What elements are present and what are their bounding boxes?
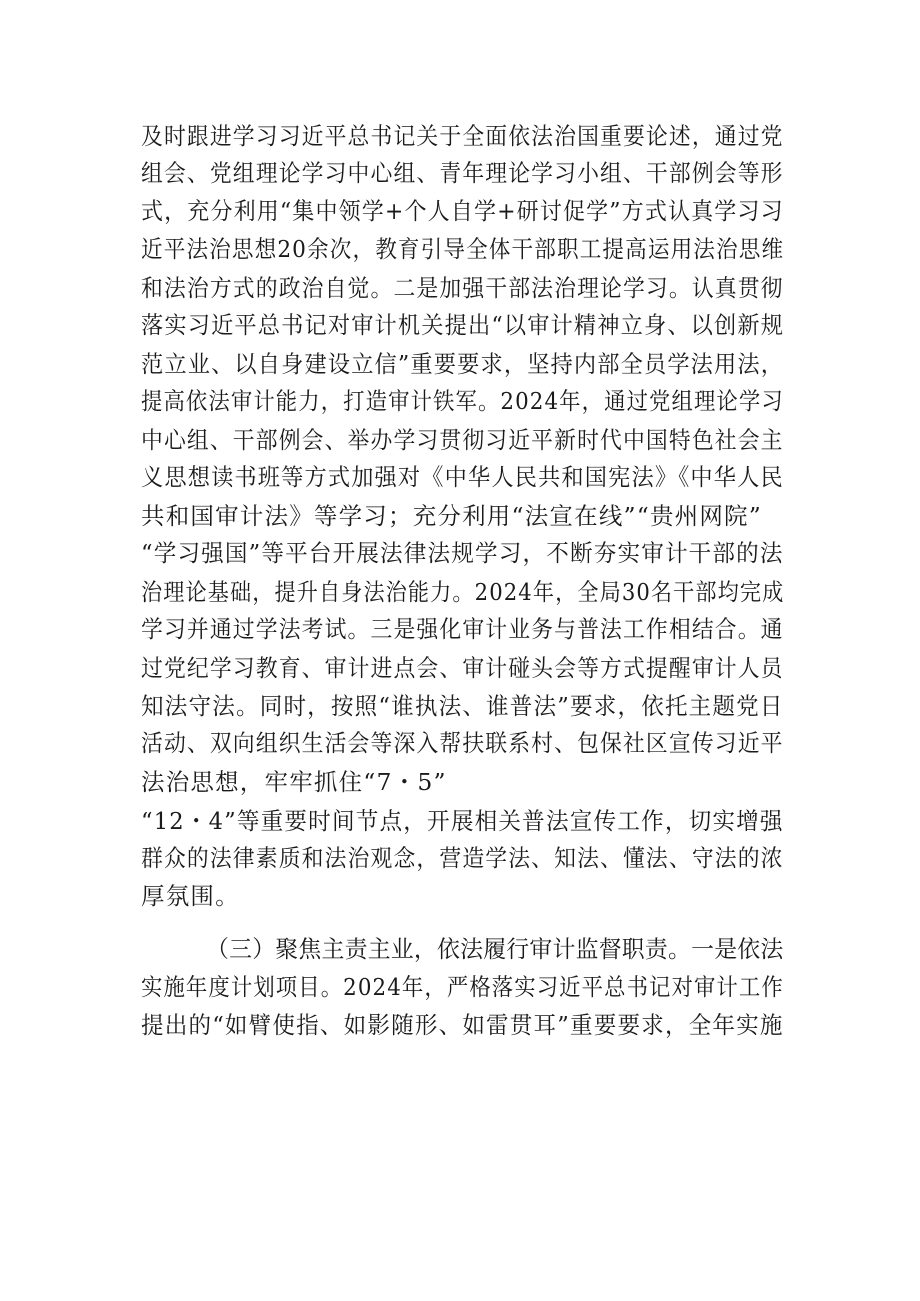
text-line: 义思想读书班等方式加强对《中华人民共和国宪法》《中华人民 [141,463,784,491]
text-line: 知法守法。同时，按照“谁执法、谁普法”要求，依托主题党日 [141,692,784,720]
text-line: 及时跟进学习习近平总书记关于全面依法治国重要论述，通过党 [141,122,784,150]
text-line: 治理论基础，提升自身法治能力。2024年，全局30名干部均完成 [141,578,785,606]
text-line: “12・4”等重要时间节点，开展相关普法宣传工作，切实增强 [141,807,784,835]
text-line: 和法治方式的政治自觉。二是加强干部法治理论学习。认真贯彻 [141,274,784,302]
text-line: 活动、双向组织生活会等深入帮扶联系村、包保社区宣传习近平 [141,729,784,757]
text-line: “学习强国”等平台开展法律法规学习，不断夯实审计干部的法 [141,539,784,567]
text-line: 共和国审计法》等学习；充分利用“法宣在线”“贵州网院” [141,502,762,530]
text-line: 实施年度计划项目。2024年，严格落实习近平总书记对审计工作 [141,973,784,1001]
text-line: 法治思想，牢牢抓住“7・5” [141,768,447,796]
text-line: 组会、党组理论学习中心组、青年理论学习小组、干部例会等形 [141,159,784,187]
text-line: 提高依法审计能力，打造审计铁军。2024年，通过党组理论学习 [141,387,784,415]
text-line: 学习并通过学法考试。三是强化审计业务与普法工作相结合。通 [141,615,784,643]
text-line: 近平法治思想20余次，教育引导全体干部职工提高运用法治思维 [141,235,785,263]
text-line: 群众的法律素质和法治观念，营造学法、知法、懂法、守法的浓 [141,844,784,872]
text-line: 厚氛围。 [141,882,240,910]
text-line: 式，充分利用“集中领学+个人自学+研讨促学”方式认真学习习 [141,197,784,225]
section-heading-line: （三）聚焦主责主业，依法履行审计监督职责。一是依法 [206,935,784,963]
text-line: 提出的“如臂使指、如影随形、如雷贯耳”重要要求，全年实施 [141,1011,784,1039]
text-line: 过党纪学习教育、审计进点会、审计碰头会等方式提醒审计人员 [141,654,784,682]
text-line: 落实习近平总书记对审计机关提出“以审计精神立身、以创新规 [141,311,785,339]
text-line: 范立业、以自身建设立信”重要要求，坚持内部全员学法用法， [141,350,785,378]
text-line: 中心组、干部例会、举办学习贯彻习近平新时代中国特色社会主 [141,426,784,454]
